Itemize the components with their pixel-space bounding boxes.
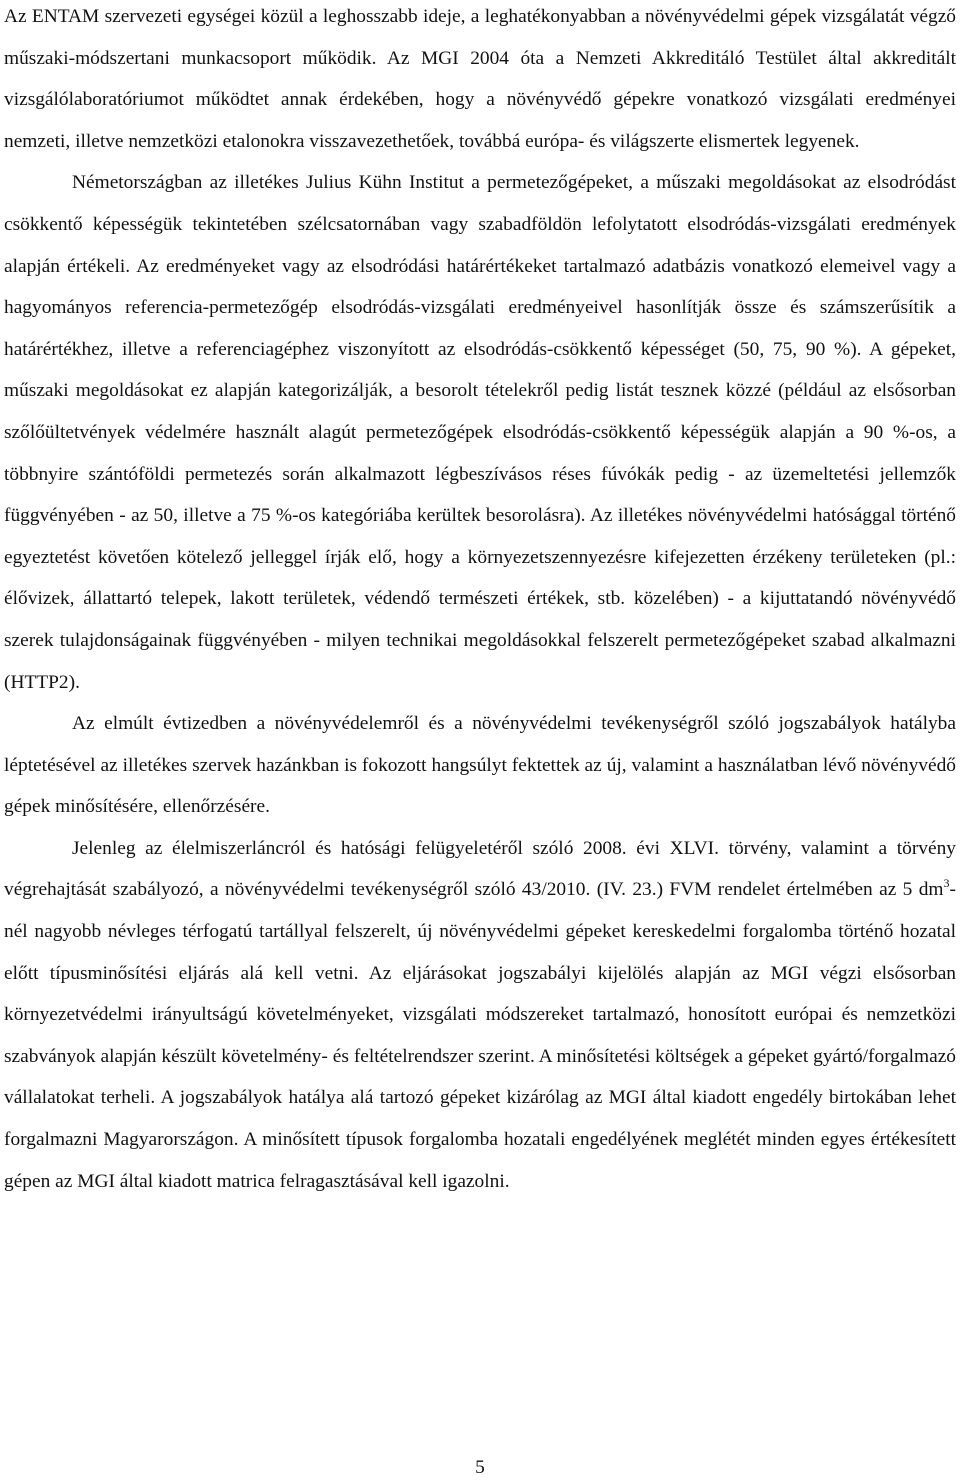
paragraph-entam: Az ENTAM szervezeti egységei közül a leghosszabb ideje, a leghatékonyabban a növényvédelmi gépek vizsgálatát végző műszaki-módszertani munkacsoport működik. Az MGI 2004 óta a Nemzeti Akkreditáló Testület által akkreditált vizsgálólaboratóriumot működtet annak érdekében, hogy a növényvédő gépekre vonatkozó vizsgálati eredményei nemzeti, illetve nemzetközi etalonokra visszavezethetőek, továbbá európa- és világszerte elismertek legyenek. [4, 6, 956, 152]
paragraph-current-law-part2: -nél nagyobb névleges térfogatú tartállyal felszerelt, új növényvédelmi gépeket kereskedelmi forgalomba történő hozatal előtt típusminősítési eljárás alá kell vetni. Az eljárásokat jogszabályi kijelölés alapján az MGI végzi elsősorban környezetvédelmi irányultságú követelményeket, vizsgálati módszereket tartalmazó, honosított európai és nemzetközi szabványok alapján készült követelmény- és feltételrendszer szerint. A minősítetési költségek a gépeket gyártó/forgalmazó vállalatokat terheli. A jogszabályok hatálya alá tartozó gépeket kizárólag az MGI által kiadott engedély birtokában lehet forgalmazni Magyarországon. A minősített típusok forgalomba hozatali engedélyének meglétét minden egyes értékesített gépen az MGI által kiadott matrica felragasztásával kell igazolni. [4, 879, 956, 1192]
document-page [4, 0, 956, 1202]
paragraph-germany: Németországban az illetékes Julius Kühn Institut a permetezőgépeket, a műszaki megoldásokat az elsodródást csökkentő képességük tekintetében szélcsatornában vagy szabadföldön lefolytatott elsodródás-vizsgálati eredmények alapján értékeli. Az eredményeket vagy az elsodródási határértékeket tartalmazó adatbázis vonatkozó elemeivel vagy a hagyományos referencia-permetezőgép elsodródás-vizsgálati eredményeivel hasonlítják össze és számszerűsítik a határértékhez, illetve a referenciagéphez viszonyított az elsodródás-csökkentő képességet (50, 75, 90 %). A gépeket, műszaki megoldásokat ez alapján kategorizálják, a besorolt tételekről pedig listát tesznek közzé (például az elsősorban szőlőültetvények védelmére használt alagút permetezőgépek elsodródás-csökkentő képességük alapján a 90 %-os, a többnyire szántóföldi permetezés során alkalmazott légbeszívásos réses fúvókák pedig - az üzemeltetési jellemzők függvényében - az 50, illetve a 75 %-os kategóriába kerültek besorolásra). Az illetékes növényvédelmi hatósággal történő egyeztetést követően kötelező jelleggel írják elő, hogy a környezetszennyezésre kifejezetten érzékeny területeken (pl.: élővizek, állattartó telepek, lakott területek, védendő természeti értékek, stb. közelében) - a kijuttatandó növényvédő szerek tulajdonságainak függvényében - milyen technikai megoldásokkal felszerelt permetezőgépeket szabad alkalmazni (HTTP2). [4, 172, 956, 693]
superscript-three: 3 [943, 876, 950, 891]
paragraph-current-law-part1: Jelenleg az élelmiszerláncról és hatósági felügyeletéről szóló 2008. évi XLVI. törvény, valamint a törvény végrehajtását szabályozó, a növényvédelmi tevékenységről szóló 43/2010. (IV. 23.) FVM rendelet értelmében az 5 dm [4, 837, 956, 901]
paragraph-current-law [4, 828, 956, 1202]
paragraph-decade: Az elmúlt évtizedben a növényvédelemről és a növényvédelmi tevékenységről szóló jogszabályok hatályba léptetésével az illetékes szervek hazánkban is fokozott hangsúlyt fektettek az új, valamint a használatban lévő növényvédő gépek minősítésére, ellenőrzésére. [4, 713, 956, 818]
page-number: 5 [475, 1457, 485, 1478]
